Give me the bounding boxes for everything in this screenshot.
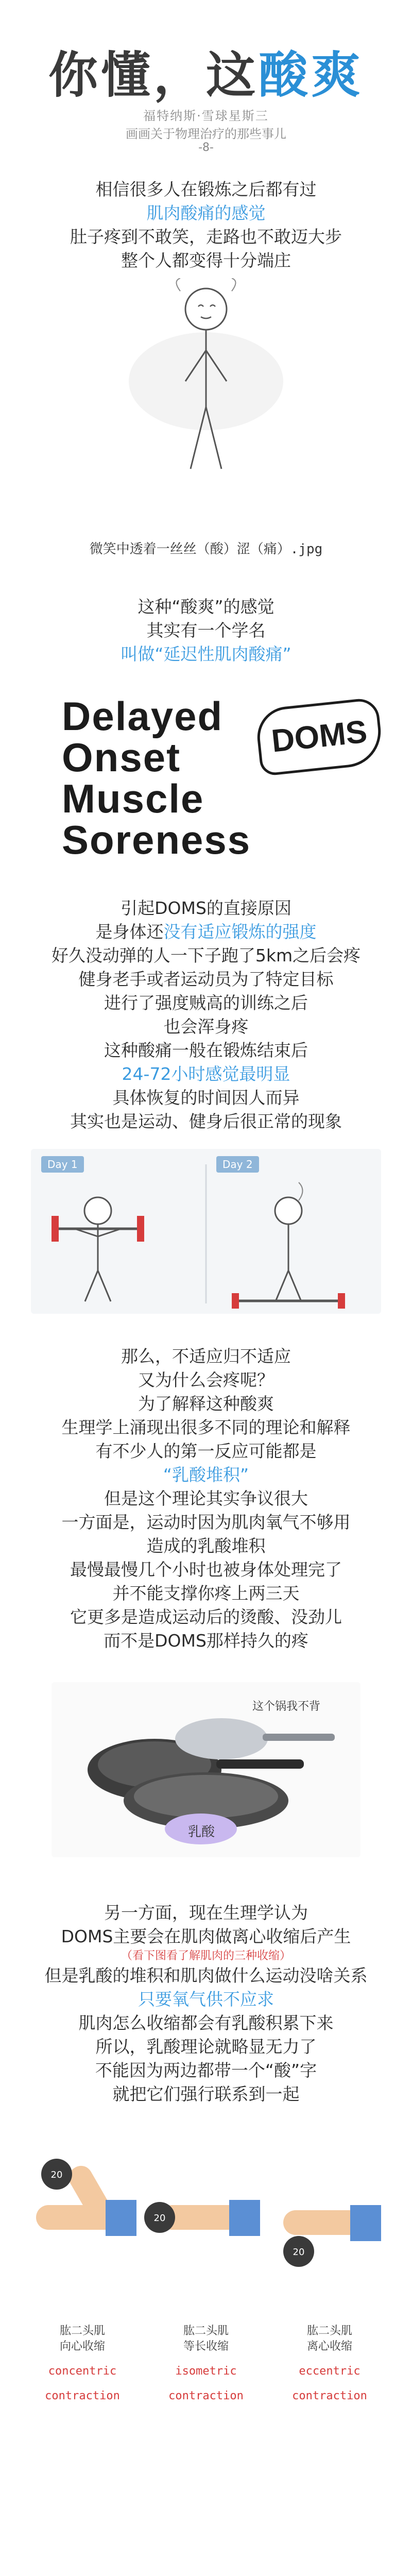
isometric-label: 肱二头肌 等长收缩 isometric contraction <box>168 2325 244 2402</box>
weight-label-2: 20 <box>153 2213 166 2224</box>
weight-label-1: 20 <box>50 2170 63 2180</box>
episode-number: -8- <box>198 141 214 154</box>
name-paragraph: 这种“酸爽”的感觉 其实有一个学名 叫做“延迟性肌肉酸痛” <box>121 597 291 664</box>
cause-paragraph: 引起DOMS的直接原因 是身体还没有适应锻炼的强度 好久没动弹的人一下子跑了5km之后会疼 健身老手或者运动员为了特定目标 进行了强度贼高的训练之后 也会浑身疼 这种酸痛一般在锻炼结束后 24-72小时感觉最明显 具体恢复的时间因人而异 其实也是运动、健身后很正常的现象 <box>51 898 361 1131</box>
contraction-paragraph: 另一方面，现在生理学认为 DOMS主要会在肌肉做离心收缩后产生 （看下图看了解肌肉的三种收缩） 但是乳酸的堆积和肌肉做什么运动没啥关系 只要氧气供不应求 肌肉怎么收缩都会有乳酸积累下来 所以，乳酸理论就略显无力了 不能因为两边都带一个“酸”字 就把它们强行联系到一起 <box>44 1903 368 2104</box>
intro-paragraph: 相信很多人在锻炼之后都有过 肌肉酸痛的感觉 肚子疼到不敢笑，走路也不敢迈大步 整个人都变得十分端庄 <box>70 179 342 270</box>
day2-label: Day 2 <box>216 1156 259 1173</box>
series-line: 画画关于物理治疗的那些事儿 <box>126 127 286 141</box>
image-caption: 微笑中透着一丝丝（酸）涩（痛）.jpg <box>89 541 323 557</box>
title-highlight: 酸爽 <box>259 46 364 104</box>
doms-word-onset: Onset <box>62 735 181 780</box>
doms-word-muscle: Muscle <box>62 776 204 821</box>
contraction-arms-illustration <box>21 2133 391 2318</box>
day1-label: Day 1 <box>41 1156 84 1173</box>
author-line: 福特纳斯·雪球星斯三 <box>143 109 269 123</box>
title-text: 你懂，这 <box>48 46 259 104</box>
soreness-figure-illustration <box>93 278 319 526</box>
weightlifting-figures <box>31 1149 381 1314</box>
article-title <box>0 36 412 107</box>
doms-word-soreness: Soreness <box>62 817 251 862</box>
days-illustration <box>31 1149 381 1314</box>
lactic-paragraph: 那么，不适应归不适应 又为什么会疼呢？ 为了解释这种酸爽 生理学上涌现出很多不同的理论和解释 有不少人的第一反应可能都是 “乳酸堆积” 但是这个理论其实争议很大 一方面是，运动时因为肌肉氧气不够用 造成的乳酸堆积 最慢最慢几个小时也被身体处理完了 并不能支撑你疼上两三天 它更多是造成运动后的烫酸、没劲儿 而不是DOMS那样持久的疼 <box>61 1346 351 1651</box>
doms-abbreviation: DOMS <box>254 697 384 776</box>
pots-illustration <box>52 1682 360 1857</box>
weight-label-3: 20 <box>293 2247 305 2258</box>
cause-highlight: 没有适应锻炼的强度 <box>163 922 317 942</box>
pot-caption: 这个锅我不背 <box>252 1700 321 1713</box>
concentric-label: 肱二头肌 向心收缩 concentric contraction <box>45 2325 120 2402</box>
eccentric-label: 肱二头肌 离心收缩 eccentric contraction <box>292 2325 367 2402</box>
lactic-acid-label: 乳酸 <box>188 1824 215 1840</box>
doms-word-delayed: Delayed <box>62 693 224 739</box>
